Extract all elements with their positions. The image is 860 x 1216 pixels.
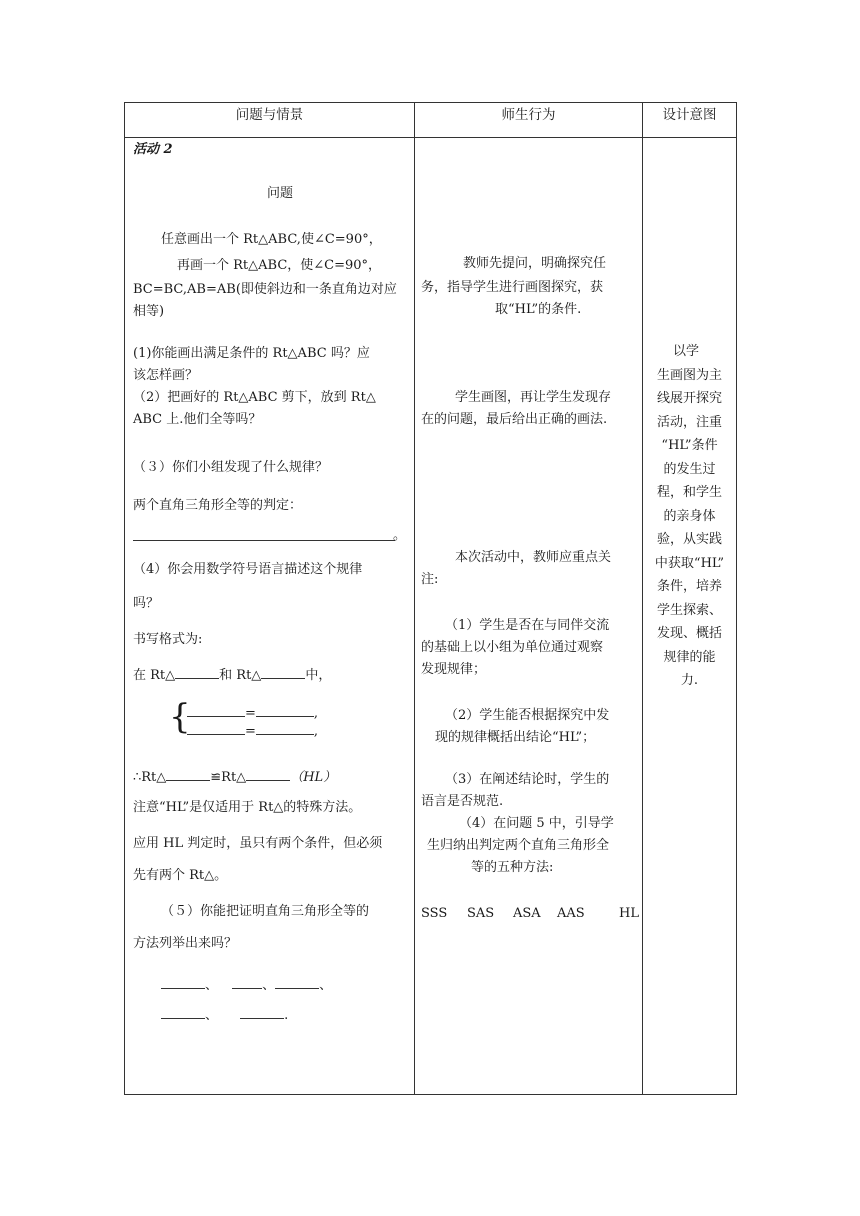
lesson-plan-table: [124, 102, 737, 1095]
method-blank-5: [240, 1004, 284, 1019]
intent-cell: [643, 138, 737, 1095]
task-line-1: 任意画出一个 Rt△ABC,使∠C=90°，: [161, 232, 382, 247]
eq1-right-blank: [256, 702, 314, 717]
equation-2: [187, 720, 318, 742]
in-prefix: 在 Rt△: [133, 668, 176, 683]
brace: {: [169, 697, 191, 737]
intent-line-11: 条件，培养: [656, 579, 722, 594]
sep-3: 、: [319, 978, 333, 993]
task-line-2: 再画一个 Rt△ABC，使∠C=90°，: [177, 258, 382, 273]
task-line-3: BC=BC,AB=AB(即使斜边和一条直角边对应: [133, 282, 397, 297]
problem-cell: [125, 138, 415, 1095]
format-label: 书写格式为:: [133, 632, 203, 647]
task-line-4: 相等): [133, 304, 165, 319]
in-statement: [133, 664, 331, 686]
intent-line-10: 中获取“HL”: [654, 555, 725, 571]
sep-1: 、: [205, 978, 219, 993]
p3-line-1: 本次活动中，教师应重点关: [455, 550, 612, 565]
intent-text: [643, 340, 736, 693]
method-sas: SAS: [467, 906, 495, 921]
note-line-2: 应用 HL 判定时，虽只有两个条件，但必须: [133, 836, 383, 851]
p1-line-1: 教师先提问，明确探究任: [463, 256, 607, 271]
content-row: [125, 138, 737, 1095]
judgement-blank: [133, 540, 395, 541]
therefore-statement: [133, 766, 336, 788]
q2-line-1: （2）把画好的 Rt△ABC 剪下，放到 Rt△: [133, 390, 376, 405]
intent-line-15: 力.: [680, 673, 699, 688]
note-line-1: 注意“HL”是仅适用于 Rt△的特殊方法。: [133, 800, 362, 815]
method-hl: HL: [619, 906, 639, 921]
method-aas: AAS: [557, 906, 585, 921]
q2-line-2: ABC 上.他们全等吗？: [133, 412, 262, 427]
p3-line-2: 注:: [421, 572, 439, 587]
judgement-label: 两个直角三角形全等的判定：: [133, 498, 303, 513]
p5-line-1: （2）学生能否根据探究中发: [445, 708, 610, 723]
p5-line-2: 现的规律概括出结论“HL”；: [435, 730, 596, 745]
judgement-end: 。: [393, 528, 407, 543]
hl-label: （HL）: [290, 770, 337, 785]
eq1-left-blank: [187, 702, 245, 717]
therefore-prefix: ∴Rt△: [133, 770, 167, 785]
method-asa: ASA: [513, 906, 541, 921]
p7-line-3: 等的五种方法:: [471, 860, 554, 875]
blank-triangle-2: [261, 664, 305, 679]
p4-line-3: 发现规律；: [421, 662, 487, 677]
q5-line-1: （５）你能把证明直角三角形全等的: [161, 904, 370, 919]
p1-line-2: 务，指导学生进行画图探究，获: [421, 280, 604, 295]
p4-line-2: 的基础上以小组为单位通过观察: [421, 640, 604, 655]
eq2-left-blank: [187, 720, 245, 735]
p7-line-2: 生归纳出判定两个直角三角形全: [427, 838, 610, 853]
in-suffix: 中，: [305, 668, 332, 683]
header-behavior: 师生行为: [415, 103, 643, 138]
in-and: 和 Rt△: [219, 668, 262, 683]
intent-line-6: 的发生过: [663, 461, 716, 477]
q4-line-2: 吗？: [133, 596, 160, 611]
eq2-sign: =: [245, 724, 256, 739]
behavior-cell: [415, 138, 643, 1095]
q1-line-1: (1)你能画出满足条件的 Rt△ABC 吗？应: [133, 346, 370, 361]
method-blank-3: [275, 974, 319, 989]
q5-line-2: 方法列举出来吗？: [133, 936, 238, 951]
eq1-sign: =: [245, 706, 256, 721]
header-row: [125, 103, 737, 138]
intent-line-1: 以学: [673, 344, 700, 359]
intent-line-5: “HL”条件: [661, 438, 718, 453]
header-problem: 问题与情景: [125, 103, 415, 138]
intent-line-14: 规律的能: [663, 649, 716, 665]
problem-heading: 问题: [267, 186, 294, 201]
methods-blanks-row-1: [161, 974, 332, 996]
note-line-3: 先有两个 Rt△。: [133, 868, 228, 883]
intent-line-2: 生画图为主: [656, 367, 722, 383]
sep-2: 、: [262, 978, 276, 993]
congruent-sign: ≌Rt△: [210, 770, 247, 785]
p6-line-1: （3）在阐述结论时，学生的: [445, 772, 610, 787]
p6-line-2: 语言是否规范.: [421, 794, 504, 809]
activity-title: 活动 2: [133, 142, 173, 157]
intent-line-3: 线展开探究: [656, 391, 722, 406]
method-blank-1: [161, 974, 205, 989]
sep-4: 、: [205, 1008, 219, 1023]
eq2-right-blank: [256, 720, 314, 735]
intent-line-13: 发现、概括: [656, 626, 722, 641]
q1-line-2: 该怎样画？: [133, 368, 199, 383]
blank-triangle-1: [175, 664, 219, 679]
intent-line-9: 验，从实践: [656, 532, 722, 547]
blank-triangle-3: [166, 766, 210, 781]
eq2-comma: ,: [313, 724, 319, 739]
p7-line-1: （4）在问题 5 中，引导学: [459, 816, 614, 831]
q3: （３）你们小组发现了什么规律？: [133, 460, 329, 475]
p2-line-2: 在的问题，最后给出正确的画法.: [421, 412, 608, 427]
sep-5: .: [284, 1008, 289, 1023]
intent-line-8: 的亲身体: [663, 508, 716, 524]
intent-line-4: 活动，注重: [656, 414, 722, 430]
intent-line-7: 程，和学生: [656, 485, 722, 500]
method-blank-4: [161, 1004, 205, 1019]
eq1-comma: ,: [313, 706, 319, 721]
method-blank-2: [232, 974, 262, 989]
method-sss: SSS: [421, 906, 448, 921]
q4-line-1: （4）你会用数学符号语言描述这个规律: [133, 562, 363, 577]
p1-line-3: 取“HL”的条件.: [495, 302, 582, 317]
p4-line-1: （1）学生是否在与同伴交流: [445, 618, 610, 633]
p2-line-1: 学生画图，再让学生发现存: [455, 390, 612, 405]
methods-blanks-row-2: [161, 1004, 288, 1026]
intent-line-12: 学生探索、: [656, 602, 722, 618]
header-intent: 设计意图: [643, 103, 737, 138]
blank-triangle-4: [246, 766, 290, 781]
